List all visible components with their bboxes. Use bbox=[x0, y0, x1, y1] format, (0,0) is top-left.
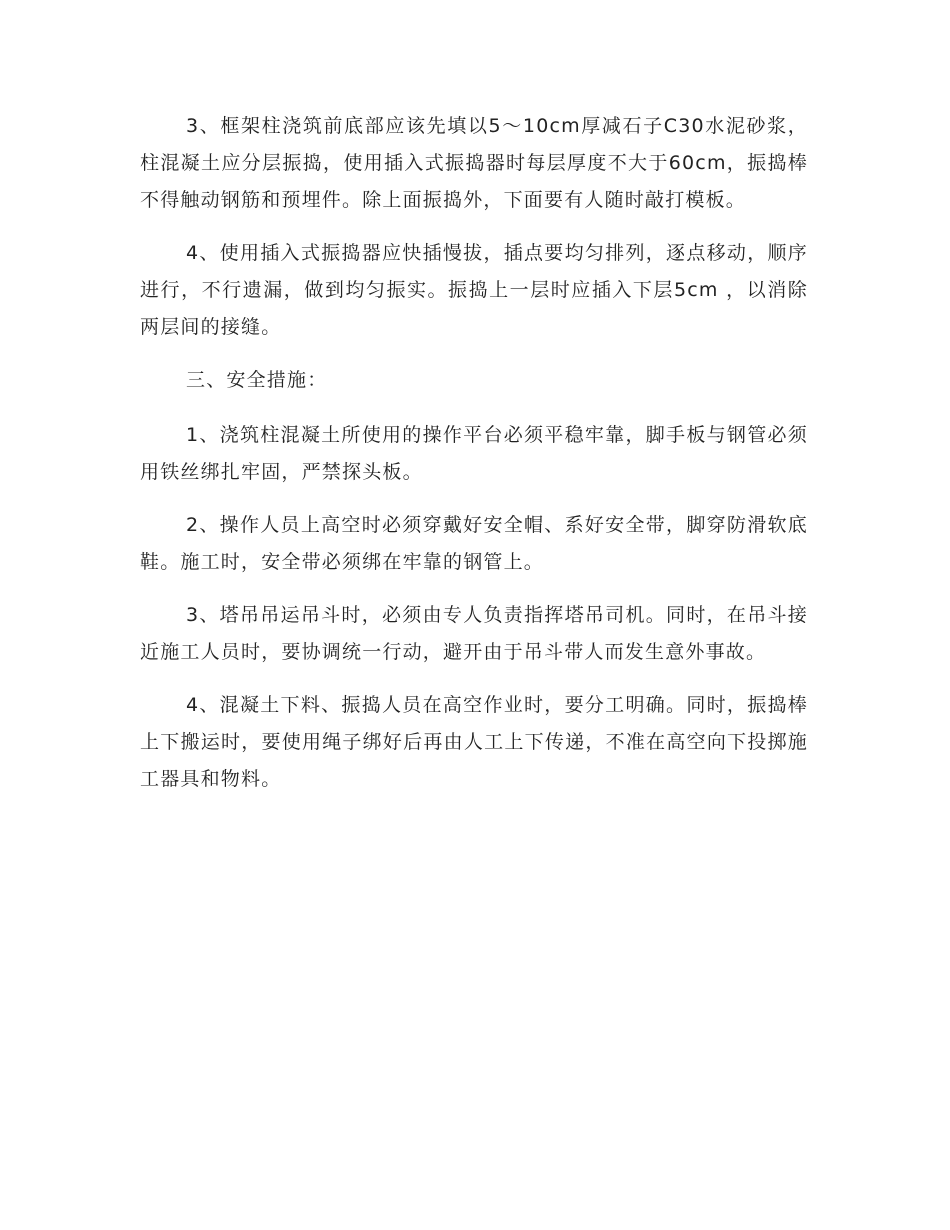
paragraph-vibrator-usage: 4、使用插入式振捣器应快插慢拔，插点要均匀排列，逐点移动，顺序进行，不行遗漏，做到均匀振实。振捣上一层时应插入下层5cm ，以消除两层间的接缝。 bbox=[140, 242, 808, 338]
section-heading-safety: 三、安全措施： bbox=[186, 369, 328, 391]
paragraph-crane-hoisting: 3、塔吊吊运吊斗时，必须由专人负责指挥塔吊司机。同时，在吊斗接近施工人员时，要协调统一行动，避开由于吊斗带人而发生意外事故。 bbox=[140, 604, 808, 663]
paragraph-high-altitude-work: 4、混凝土下料、振捣人员在高空作业时，要分工明确。同时，振捣棒上下搬运时，要使用绳子绑好后再由人工上下传递，不准在高空向下投掷施工器具和物料。 bbox=[140, 694, 808, 790]
paragraph-column-pouring: 3、框架柱浇筑前底部应该先填以5～10cm厚减石子C30水泥砂浆，柱混凝土应分层振捣，使用插入式振捣器时每层厚度不大于60cm，振捣棒不得触动钢筋和预埋件。除上面振捣外，下面要有人随时敲打模板。 bbox=[140, 115, 808, 211]
paragraph-safety-gear: 2、操作人员上高空时必须穿戴好安全帽、系好安全带，脚穿防滑软底鞋。施工时，安全带必须绑在牢靠的钢管上。 bbox=[140, 514, 808, 573]
document-body bbox=[140, 108, 808, 814]
paragraph-safety-platform: 1、浇筑柱混凝土所使用的操作平台必须平稳牢靠，脚手板与钢管必须用铁丝绑扎牢固，严禁探头板。 bbox=[140, 424, 808, 483]
